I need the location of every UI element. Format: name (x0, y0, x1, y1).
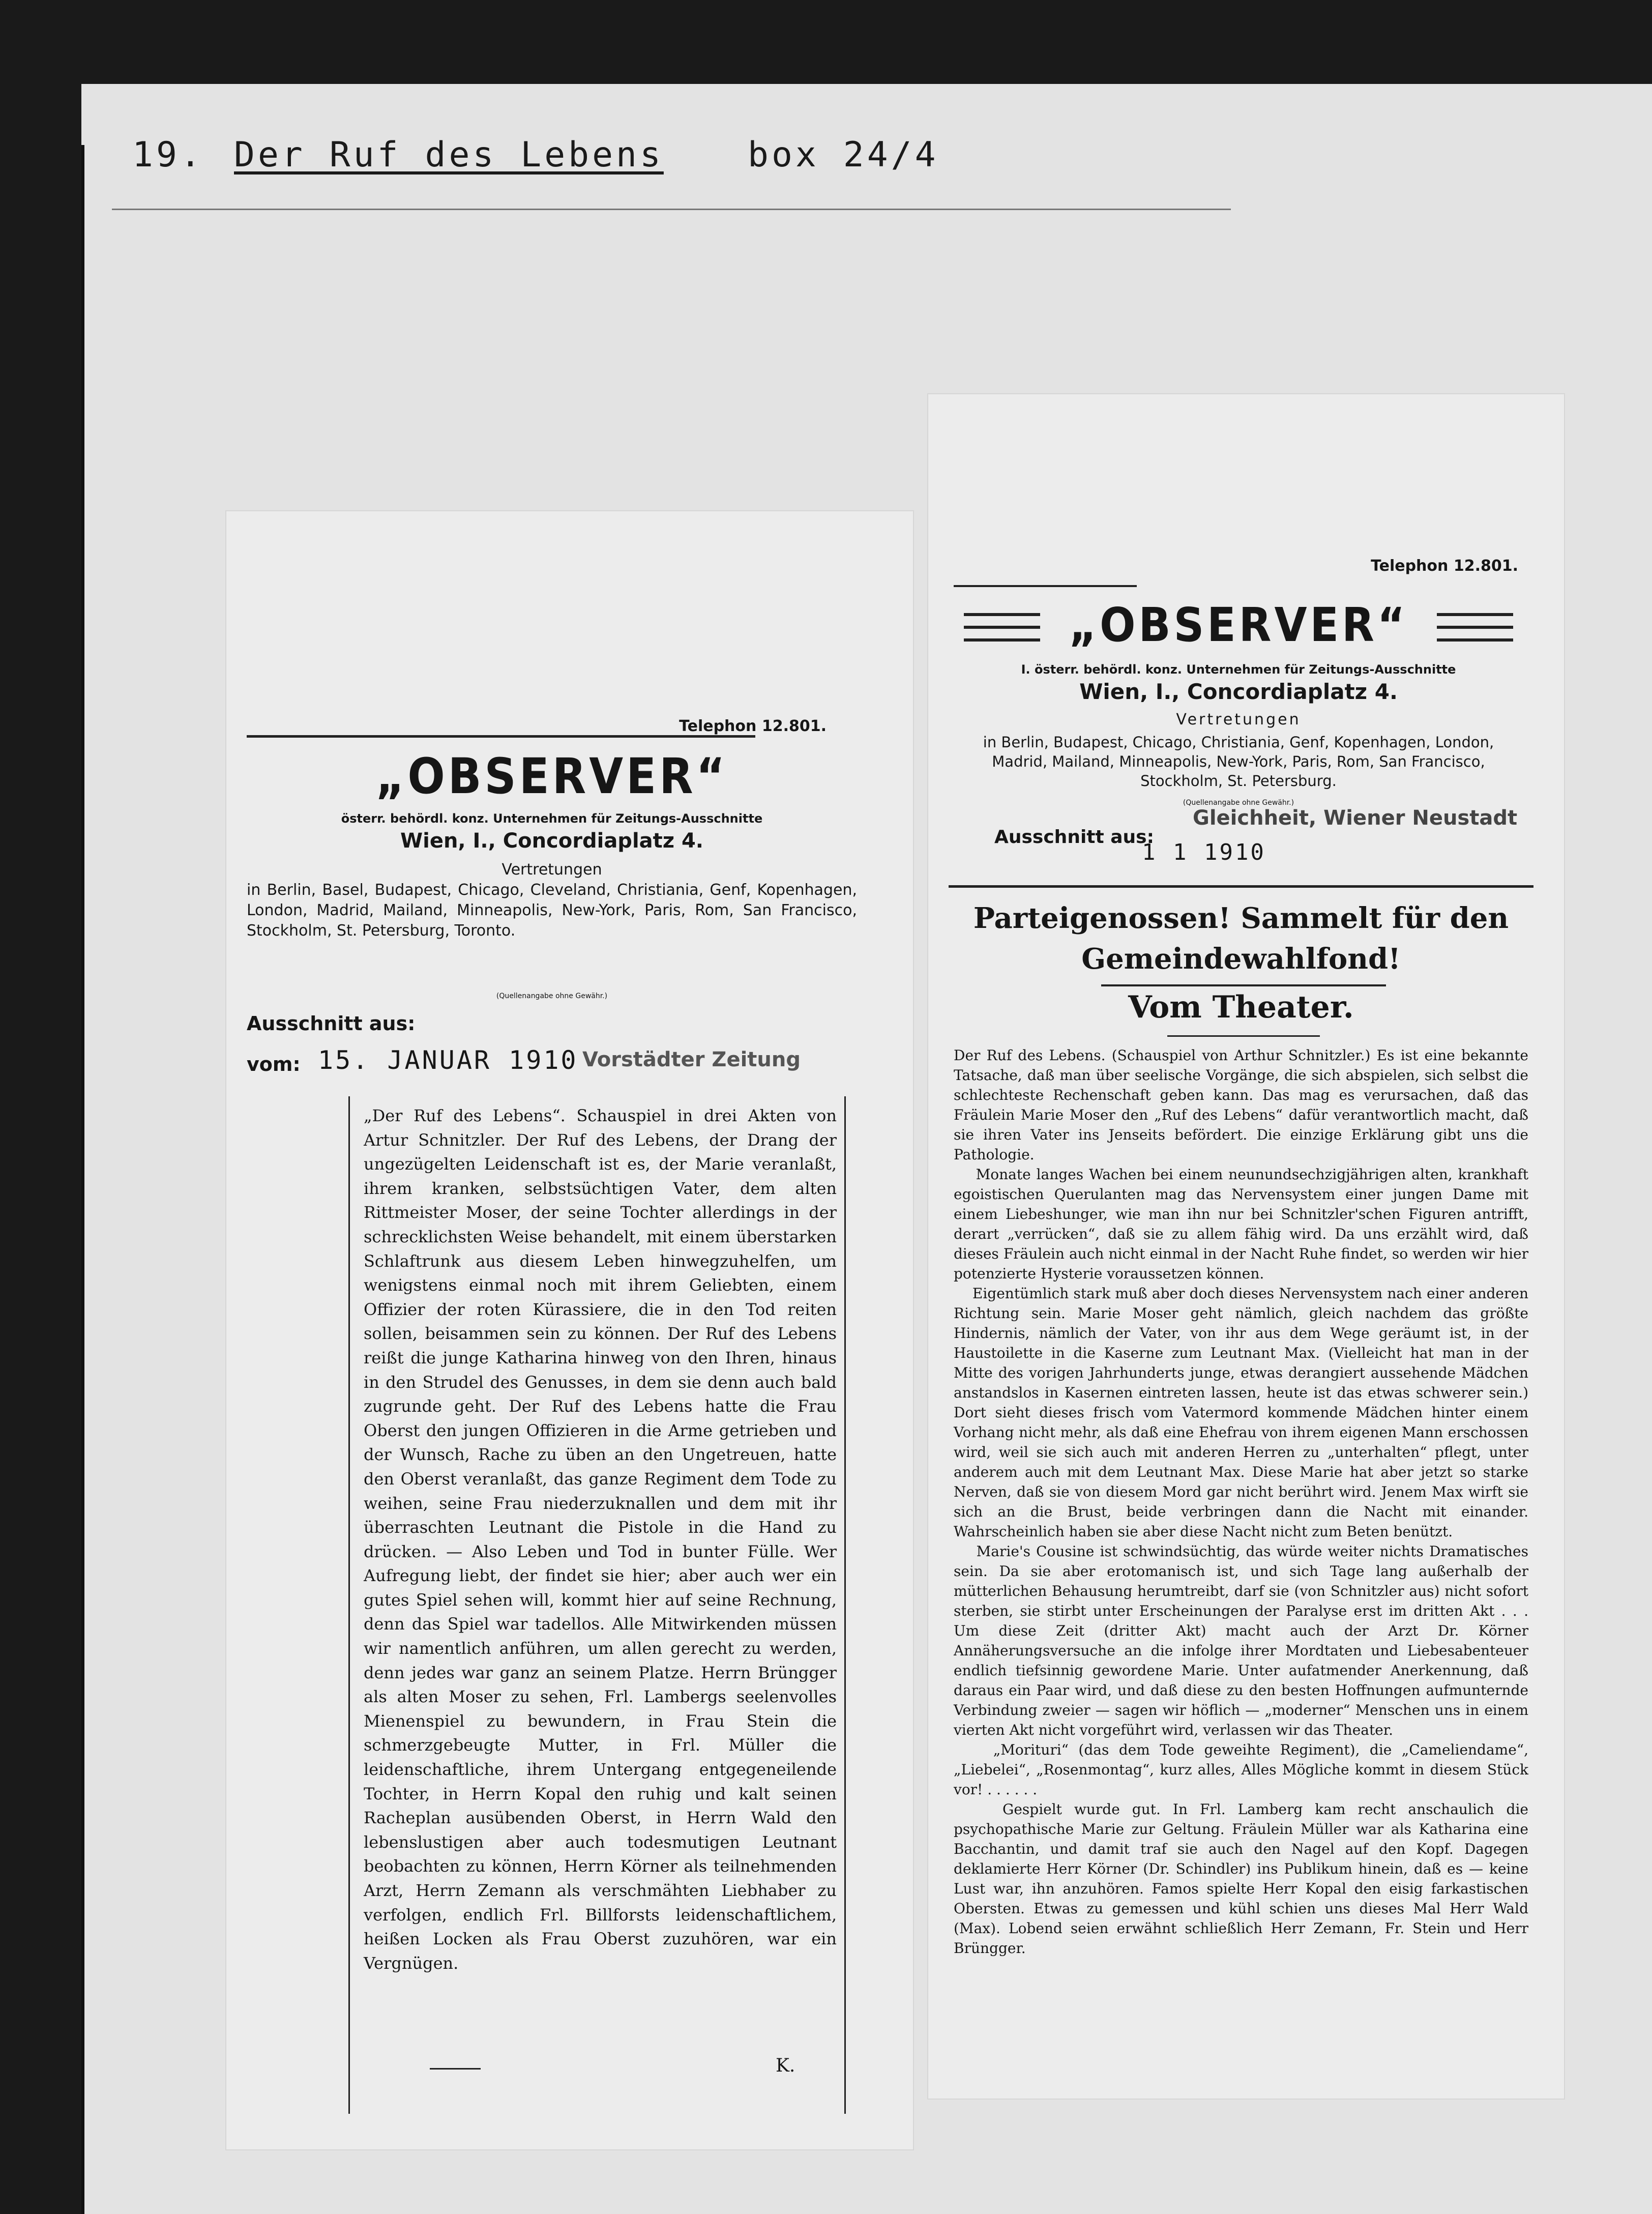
agency-cities: in Berlin, Basel, Budapest, Chicago, Cleveland, Christiania, Genf, Kopenhagen, London, Madrid, Mailand, Minneapolis, New-York, Paris, Rom, San Francisco, Stockholm, St. Petersburg, Toronto. (247, 881, 857, 940)
date-stamp: 15. JANUAR 1910 (318, 1045, 578, 1075)
archive-sheet (81, 84, 1652, 2214)
signature: K. (776, 2055, 795, 2076)
article-text: Der Ruf des Lebens. (Schauspiel von Arthur Schnitzler.) Es ist eine bekannte Tatsache, daß man über seelische Vorgänge, die sich abspielen, sich selbst die schlechteste Rechenschaft geben kann. Das mag es verursachen, daß das Fräulein Marie Moser den „Ruf des Lebens“ dafür verantwortlich macht, daß sie ihren Vater ins Jenseits befördert. Die einzige Erklärung gibt uns die Pathologie. Monate langes Wachen bei einem neunundsechzigjährigen alten, krankhaft egoistischen Querulanten mag das Nervensystem einer jungen Dame mit einem Liebeshunger, wie man ihn nur bei Schnitzler'schen Figuren antrifft, derart „verrücken“, daß sie zu allem fähig wird. Da uns erzählt wird, daß dieses Fräulein auch nicht einmal in der Nacht Ruhe findet, so werden wir hier potenzierte Hysterie voraussetzen können. Eigentümlich stark muß aber doch dieses Nervensystem nach einer anderen Richtung sein. Marie Moser geht nämlich, gleich nachdem das größte Hindernis, nämlich der Vater, von ihr aus dem Wege geräumt ist, in der Haustoilette in die Kaserne zum Leutnant Max. (Vielleicht hat man in der Mitte des vorigen Jahrhunderts junge, etwas derangiert aussehende Mädchen anstandslos in Kasernen eintreten lassen, heute ist das etwas schwerer sein.) Dort sieht dieses frisch vom Vatermord kommende Mädchen hinter einem Vorhang nicht mehr, als daß eine Ehefrau von ihrem eigenen Mann erschossen wird, weil sie sich auch mit anderen Herren zu „unterhalten“ pflegt, unter anderem auch mit dem Leutnant Max. Diese Marie hat aber jetzt so starke Nerven, daß sie von diesem Mord gar nicht berührt wird. Jenem Max wirft sie sich an die Brust, beide verbringen dann die Nacht mit einander. Wahrscheinlich haben sie aber diese Nacht nicht zum Beten benützt. Marie's Cousine ist schwindsüchtig, das würde weiter nichts Dramatisches sein. Da sie aber erotomanisch ist, und sich Tage lang außerhalb der mütterlichen Behausung herumtreibt, darf sie (von Schnitzler aus) nicht sofort sterben, sie stirbt unter Erscheinungen der Paralyse erst im dritten Akt . . . Um diese Zeit (dritter Akt) macht auch der Arzt Dr. Körner Annäherungsversuche an die infolge ihrer Mordtaten und Liebesabenteuer endlich tiefsinnig gewordene Marie. Unter aufatmender Anerkennung, daß daraus ein Paar wird, und daß diese zu den besten Hoffnungen aufmunternde Verbindung zweier — sagen wir höflich — „moderner“ Menschen uns in einem vierten Akt nicht vorgeführt wird, verlassen wir das Theater. „Morituri“ (das dem Tode geweihte Regiment), die „Cameliendame“, „Liebelei“, „Rosenmontag“, kurz alles, Alles Mögliche kommt in diesem Stück vor! . . . . . . Gespielt wurde gut. In Frl. Lamberg kam recht anschaulich die psychopathische Marie zur Geltung. Fräulein Müller war als Katharina eine Bacchantin, und damit traf sie auch den Nagel auf den Kopf. Dagegen deklamierte Herr Körner (Dr. Schindler) ins Publikum hinein, daß es — keine Lust war, ihn anzuhören. Famos spielte Herr Kopal den eisig farkastischen Obersten. Etwas zu gemessen und kühl schien uns dieses Mal Herr Wald (Max). Lobend seien erwähnt schließlich Herr Zemann, Fr. Stein und Herr Brüngger. (954, 1047, 1529, 1957)
top-rule (954, 585, 1137, 587)
header-number: 19. (132, 135, 204, 175)
vertretungen-label: Vertretungen (1176, 711, 1301, 729)
end-dash (430, 2068, 481, 2070)
header-title: Der Ruf des Lebens (234, 135, 664, 175)
sheet-edge (81, 145, 84, 2214)
ausschnitt-label: Ausschnitt aus: (994, 827, 1154, 848)
clipping-right (928, 394, 1564, 2099)
ausschnitt-label: Ausschnitt aus: (247, 1012, 416, 1035)
banner-heading: Parteigenossen! Sammelt für den Gemeindewahlfond! (973, 901, 1509, 976)
source-note: (Quellenangabe ohne Gewähr.) (496, 992, 608, 1000)
agency-subtitle: I. österr. behördl. konz. Unternehmen für Zeitungs-Ausschnitte (1021, 662, 1456, 677)
article-text: „Der Ruf des Lebens“. Schauspiel in drei Akten von Artur Schnitzler. Der Ruf des Lebens, der Drang der ungezügelten Leidenschaft ist es, der Marie veranlaßt, ihrem kranken, selbstsüchtigen Vater, dem alten Rittmeister Moser, der seine Tochter allerdings in der schrecklichsten Weise behandelt, mit einem überstarken Schlaftrunk aus diesem Leben hinwegzuhelfen, um wenigstens einmal noch mit ihrem Geliebten, einem Offizier der roten Kürassiere, die in den Tod reiten sollen, beisammen sein zu können. Der Ruf des Lebens reißt die junge Katharina hinweg von den Ihren, hinaus in den Strudel des Genusses, in dem sie denn auch bald zugrunde geht. Der Ruf des Lebens hatte die Frau Oberst den jungen Offizieren in die Arme getrieben und der Wunsch, Rache zu üben an den Ungetreuen, hatte den Oberst veranlaßt, das ganze Regiment dem Tode zu weihen, seine Frau niederzuknallen und dem mit ihr überraschten Leutnant die Pistole in die Hand zu drücken. — Also Leben und Tod in bunter Fülle. Wer Aufregung liebt, der findet sie hier; aber auch wer ein gutes Spiel sehen will, kommt hier auf seine Rechnung, denn das Spiel war tadellos. Alle Mitwirkenden müssen wir namentlich anführen, um allen gerecht zu werden, denn jedes war ganz an seinem Platze. Herrn Brüngger als alten Moser zu sehen, Frl. Lambergs seelenvolles Mienenspiel zu bewundern, in Frau Stein die schmerzgebeugte Mutter, in Frl. Müller die leidenschaftliche, ihrem Untergang entgegeneilende Tochter, in Herrn Kopal den ruhig und kalt seinen Racheplan ausübenden Oberst, in Herrn Wald den lebenslustigen aber auch todesmutigen Leutnant beobachten zu können, Herrn Körner als teilnehmenden Arzt, Herrn Zemann als verschmähten Liebhaber zu verfolgen, endlich Frl. Billforsts leidenschaftlichem, heißen Locken als Frau Oberst zuzuhören, war ein Vergnügen. (364, 1106, 842, 1973)
telephone: Telephon 12.801. (679, 717, 827, 735)
section-title: Vom Theater. (1128, 989, 1354, 1025)
banner-rule (949, 885, 1533, 888)
column-rule-right (844, 1096, 846, 2114)
paper-stamp: Gleichheit, Wiener Neustadt (1193, 806, 1518, 830)
date-stamp: 1 1 1910 (1142, 839, 1266, 865)
telephone: Telephon 12.801. (1371, 557, 1518, 575)
agency-logo: „OBSERVER“ (375, 748, 728, 805)
vertretungen-label: Vertretungen (501, 861, 602, 879)
agency-subtitle: österr. behördl. konz. Unternehmen für Zeitungs-Ausschnitte (341, 811, 763, 826)
header-rule (112, 209, 1231, 210)
agency-logo: „OBSERVER“ (1069, 598, 1408, 652)
header-box: box 24/4 (748, 135, 939, 175)
top-rule (247, 735, 755, 738)
vom-label: vom: (247, 1053, 301, 1075)
source-note: (Quellenangabe ohne Gewähr.) (1183, 799, 1294, 807)
archive-header (132, 135, 1149, 191)
section-rule (1101, 984, 1386, 986)
section-rule (1167, 1035, 1320, 1037)
paper-stamp: Vorstädter Zeitung (582, 1048, 801, 1071)
column-rule-left (348, 1096, 350, 2114)
agency-address: Wien, I., Concordiaplatz 4. (400, 829, 703, 853)
agency-cities: in Berlin, Budapest, Chicago, Christiania, Genf, Kopenhagen, London, Madrid, Mailand, Minneapolis, New-York, Paris, Rom, San Francisco, Stockholm, St. Petersburg. (983, 734, 1494, 790)
clipping-left (226, 511, 913, 2149)
agency-address: Wien, I., Concordiaplatz 4. (1079, 679, 1398, 704)
